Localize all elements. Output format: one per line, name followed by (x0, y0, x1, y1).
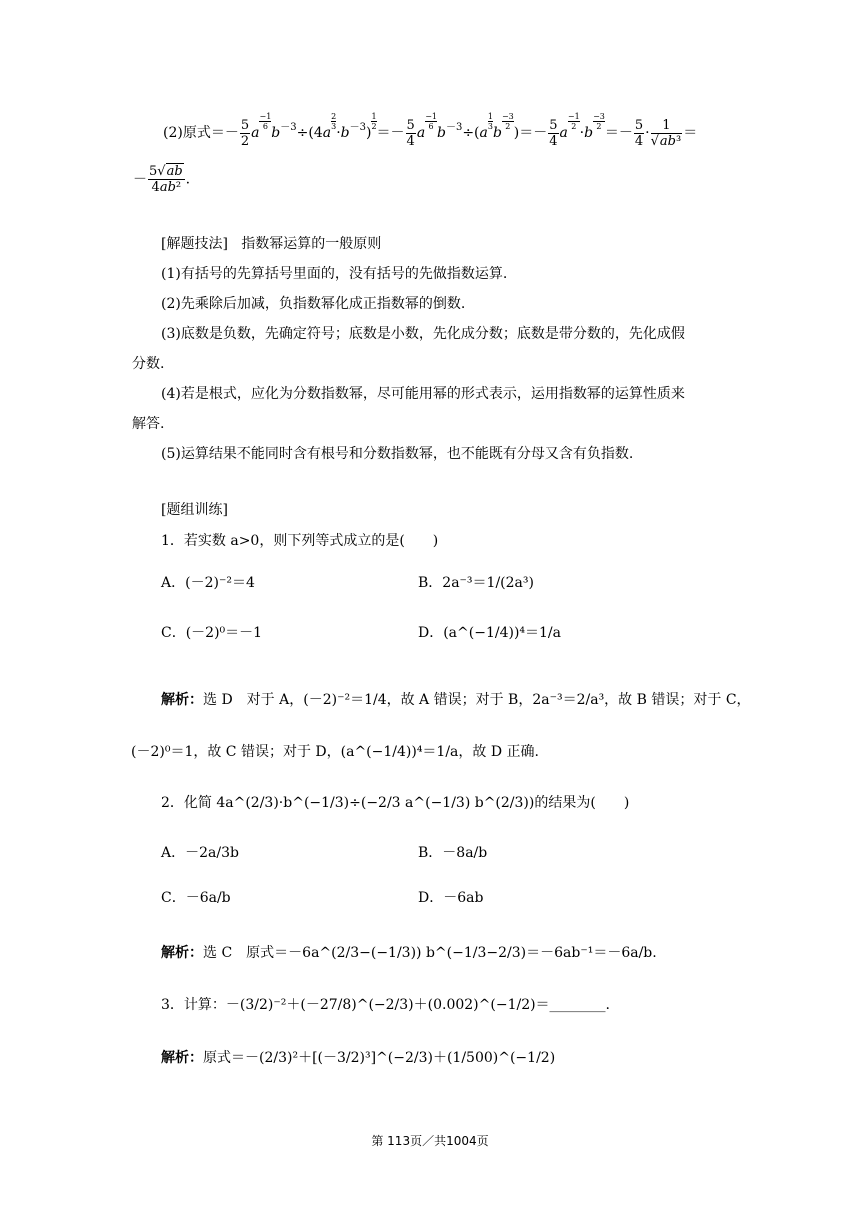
q2-analysis (161, 943, 657, 963)
q2-option-d: D．－6ab (418, 890, 484, 906)
tips-item: (4)若是根式，应化为分数指数幂，尽可能用幂的形式表示，运用指数幂的运算性质来 (161, 386, 685, 402)
q3-stem: 3．计算：－(3/2)⁻²＋(－27/8)^(−2/3)＋(0.002)^(−1/2)＝________. (161, 997, 611, 1013)
q1-option-b: B．2a⁻³＝1/(2a³) (418, 575, 534, 591)
q2-option-c: C．－6a/b (161, 890, 231, 906)
tips-item: (1)有括号的先算括号里面的，没有括号的先做指数运算. (161, 266, 508, 282)
q2-option-a: A．－2a/3b (161, 845, 239, 861)
tips-item: (3)底数是负数，先确定符号；底数是小数，先化成分数；底数是带分数的，先化成假 (161, 326, 685, 342)
q3-analysis (161, 1048, 555, 1068)
solution-2-label: (2)原式＝ (163, 125, 225, 141)
q1-analysis-text: 选 D 对于 A，(－2)⁻²＝1/4，故 A 错误；对于 B，2a⁻³＝2/a³，故 B 错误；对于 C， (203, 692, 751, 708)
q2-analysis-text: 选 C 原式＝－6a^(2/3−(−1/3)) b^(−1/3−2/3)＝－6ab⁻¹＝－6a/b. (203, 945, 657, 961)
q2-option-b: B．－8a/b (418, 845, 488, 861)
analysis-label: 解析： (161, 692, 203, 708)
solution-2-line: (2)原式＝－ $\frac{5}{2}$ a $\frac{-1}{6}$ $b^{-3}\div(4a$ $\frac{2}{3}$ $\cdot b^{-3}$) $\frac{1}{2}$ ＝－ $\frac{5}{4}$ a $\frac{-1}{6}$ $b^{-3}\div(a$ $\frac{1}{3}$ b $\frac{-3}{2}$ )＝－ $\frac{5}{4}$ a $\frac{-1}{2}$ ·b $\frac{-3}{2}$ ＝－ $\frac{5}{4}$ · $\frac{1}{\text{√ab³}}$ ＝ (163, 112, 698, 149)
tips-title: 指数幂运算的一般原则 (241, 236, 382, 252)
page-footer: 第 113页／共1004页 (371, 1134, 489, 1148)
tips-item: 分数. (132, 356, 165, 372)
tips-heading: [解题技法] (161, 236, 228, 252)
solution-2-result: － $\frac{5√ab}{\text{4ab²}}$ . (133, 164, 191, 195)
tips-item: (2)先乘除后加减，负指数幂化成正指数幂的倒数. (161, 296, 466, 312)
tips-item: 解答. (132, 416, 165, 432)
q3-analysis-text: 原式＝－(2/3)²＋[(－3/2)³]^(−2/3)＋(1/500)^(−1/2) (203, 1050, 556, 1066)
analysis-label: 解析： (161, 1050, 203, 1066)
analysis-label: 解析： (161, 945, 203, 961)
tips-item: (5)运算结果不能同时含有根号和分数指数幂，也不能既有分母又含有负指数. (161, 446, 634, 462)
practice-heading: [题组训练] (161, 502, 228, 518)
q1-analysis-2: (－2)⁰＝1，故 C 错误；对于 D，(a^(−1/4))⁴＝1/a，故 D 正确. (131, 744, 539, 760)
q2-stem: 2．化简 4a^(2/3)·b^(−1/3)÷(−2/3 a^(−1/3) b^(2/3))的结果为( ) (161, 795, 630, 811)
q1-option-c: C．(－2)⁰＝－1 (161, 625, 263, 641)
q1-option-d: D．(a^(−1/4))⁴＝1/a (418, 625, 561, 641)
tips-heading-line (161, 234, 381, 254)
q1-stem: 1．若实数 a>0，则下列等式成立的是( ) (161, 533, 439, 549)
q1-analysis-1 (161, 690, 751, 710)
q1-option-a: A．(－2)⁻²＝4 (161, 575, 255, 591)
